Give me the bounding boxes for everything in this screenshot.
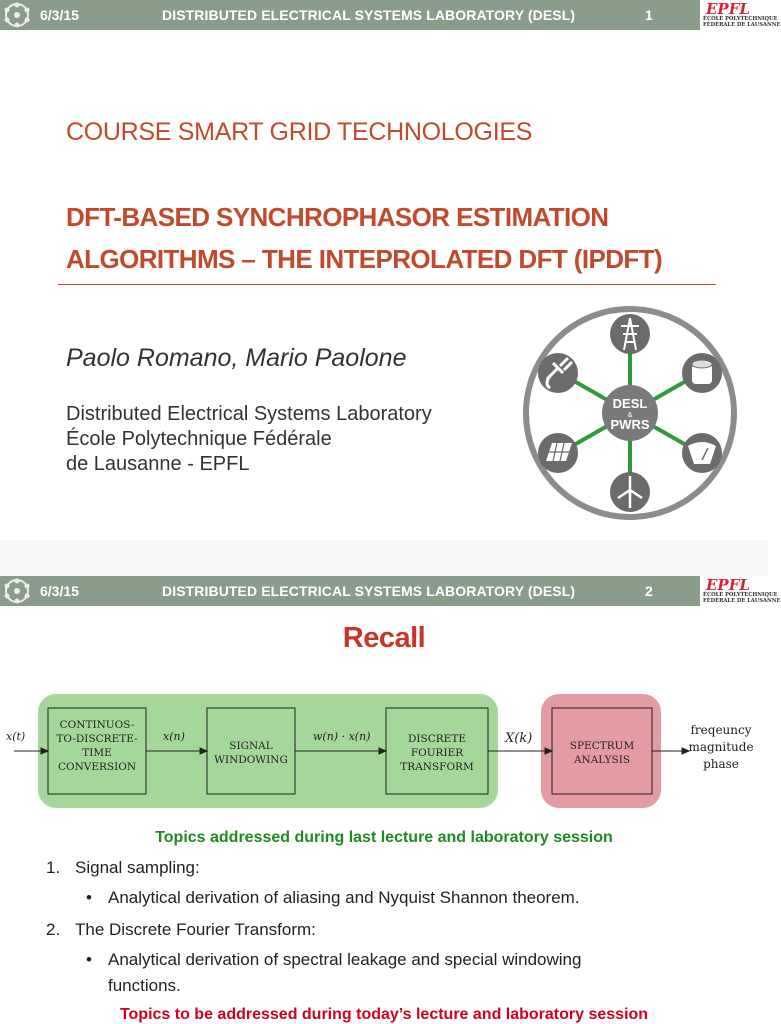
bullet-text-continued: functions. [108,976,181,995]
header-lab-name: DISTRIBUTED ELECTRICAL SYSTEMS LABORATORY (DESL) [162,583,576,599]
slide-gap [0,540,768,576]
block4-line-2: ANALYSIS [573,754,631,766]
epfl-logo-subtitle: ÉCOLE POLYTECHNIQUE FÉDÉRALE DE LAUSANNE [703,592,781,604]
header-date: 6/3/15 [40,7,79,23]
block4-line-1: SPECTRUM [569,740,635,752]
signal-processing-diagram [0,686,768,816]
slide-header [0,0,781,30]
solar-panel-icon [538,433,578,473]
signal-X-k: X(k) [505,731,533,746]
affiliation-line-1: Distributed Electrical Systems Laboratory [66,403,432,425]
affiliation [66,402,432,477]
electric-plug-icon [538,353,578,393]
block3-line-2: FOURIER [410,747,464,759]
lecture-title [66,196,662,280]
list-number: 1. [46,858,61,877]
power-tower-icon [610,314,650,354]
desl-gear-logo-icon [2,2,32,28]
signal-x-t: x(t) [6,730,26,743]
output-phase: phase [703,757,739,771]
battery-storage-icon [682,353,722,393]
hub-label-desl: DESL [612,396,648,411]
output-frequency: freqeuncy [690,723,752,737]
affiliation-line-3: de Lausanne - EPFL [66,453,250,475]
list-number: 2. [46,920,61,939]
epfl-logo-word: EPFL [706,576,750,594]
authors: Paolo Romano, Mario Paolone [66,344,407,372]
block3-line-3: TRANSFORM [400,761,474,773]
meter-gauge-icon [682,433,722,473]
signal-x-n: x(n) [163,730,185,743]
block1-line-4: CONVERSION [57,761,137,773]
list-item-text: The Discrete Fourier Transform: [75,920,316,939]
slide-title-recall: Recall [342,622,426,654]
block2-line-1: SIGNAL [229,740,273,752]
affiliation-line-2: École Polytechnique Fédérale [66,428,332,450]
lecture-title-line-2: ALGORITHMS – THE INTEPROLATED DFT (IPDFT) [66,244,662,274]
block1-line-1: CONTINUOS- [59,719,135,731]
block1-line-2: TO-DISCRETE- [56,733,138,745]
course-name: COURSE SMART GRID TECHNOLOGIES [66,118,533,146]
signal-windowed: w(n) · x(n) [313,730,371,743]
slide-header [0,576,781,606]
slide-2 [0,576,781,1024]
bullet-dot: • [86,888,92,907]
epfl-logo [700,0,781,30]
epfl-logo [700,576,781,606]
topics-last-lecture-heading: Topics addressed during last lecture and laboratory session [155,829,613,846]
lecture-title-line-1: DFT-BASED SYNCHROPHASOR ESTIMATION [66,202,609,232]
epfl-logo-word: EPFL [706,0,750,18]
header-page-number: 2 [645,583,653,599]
bullet-text: Analytical derivation of spectral leakage and special windowing [108,950,582,969]
block1-line-3: TIME [82,747,112,759]
desl-gear-logo-icon [2,578,32,604]
title-divider [58,284,716,285]
epfl-logo-subtitle: ÉCOLE POLYTECHNIQUE FÉDÉRALE DE LAUSANNE [703,16,781,28]
desl-pwrs-hub-logo [520,306,740,522]
block3-line-1: DISCRETE [407,733,467,745]
hub-label-amp: & [627,412,633,419]
wind-turbine-icon [610,472,650,512]
output-magnitude: magnitude [688,740,754,754]
header-page-number: 1 [645,7,653,23]
block2-line-2: WINDOWING [214,754,288,766]
header-lab-name: DISTRIBUTED ELECTRICAL SYSTEMS LABORATORY (DESL) [162,7,576,23]
bullet-dot: • [86,950,92,969]
hub-label-pwrs: PWRS [610,417,650,432]
topics-today-heading: Topics to be addressed during today’s lecture and laboratory session [119,1006,649,1023]
list-item-text: Signal sampling: [75,858,200,877]
header-date: 6/3/15 [40,583,79,599]
bullet-text: Analytical derivation of aliasing and Nyquist Shannon theorem. [108,888,580,907]
